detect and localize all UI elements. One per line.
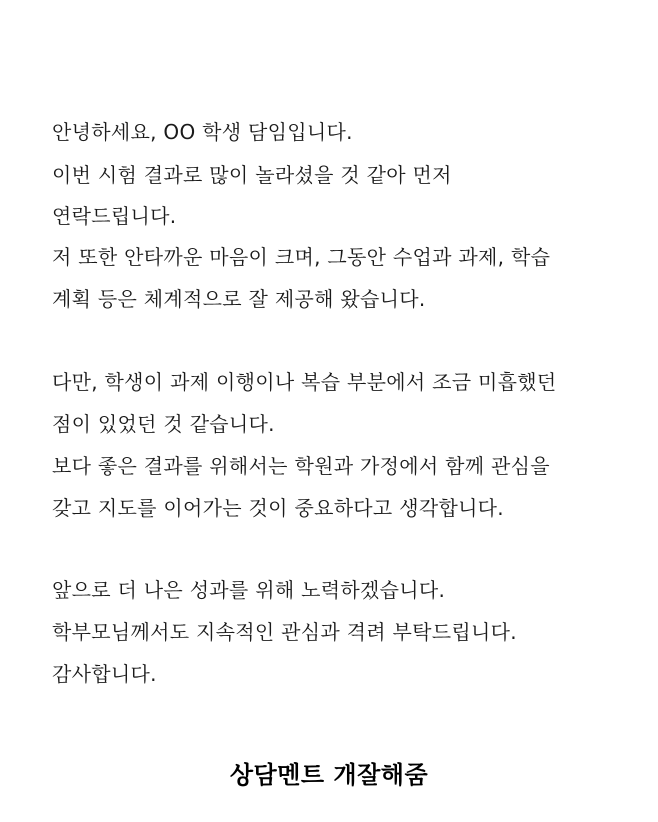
letter-line: 연락드립니다.: [52, 204, 177, 228]
letter-line: 안녕하세요, OO 학생 담임입니다.: [52, 120, 353, 144]
letter-line: 앞으로 더 나은 성과를 위해 노력하겠습니다.: [52, 578, 446, 602]
letter-line: 보다 좋은 결과를 위해서는 학원과 가정에서 함께 관심을: [52, 454, 550, 478]
letter-line: 점이 있었던 것 같습니다.: [52, 412, 275, 436]
letter-line: 이번 시험 결과로 많이 놀라셨을 것 같아 먼저: [52, 163, 452, 187]
letter-line: 다만, 학생이 과제 이행이나 복습 부분에서 조금 미흡했던: [52, 370, 557, 394]
letter-line: 갖고 지도를 이어가는 것이 중요하다고 생각합니다.: [52, 496, 504, 520]
letter-line: 학부모님께서도 지속적인 관심과 격려 부탁드립니다.: [52, 620, 517, 644]
letter-line: 저 또한 안타까운 마음이 크며, 그동안 수업과 과제, 학습: [52, 245, 551, 269]
letter-line: 계획 등은 체계적으로 잘 제공해 왔습니다.: [52, 287, 426, 311]
letter-line: 감사합니다.: [52, 662, 157, 686]
caption-text: 상담멘트 개잘해줌: [229, 761, 429, 789]
